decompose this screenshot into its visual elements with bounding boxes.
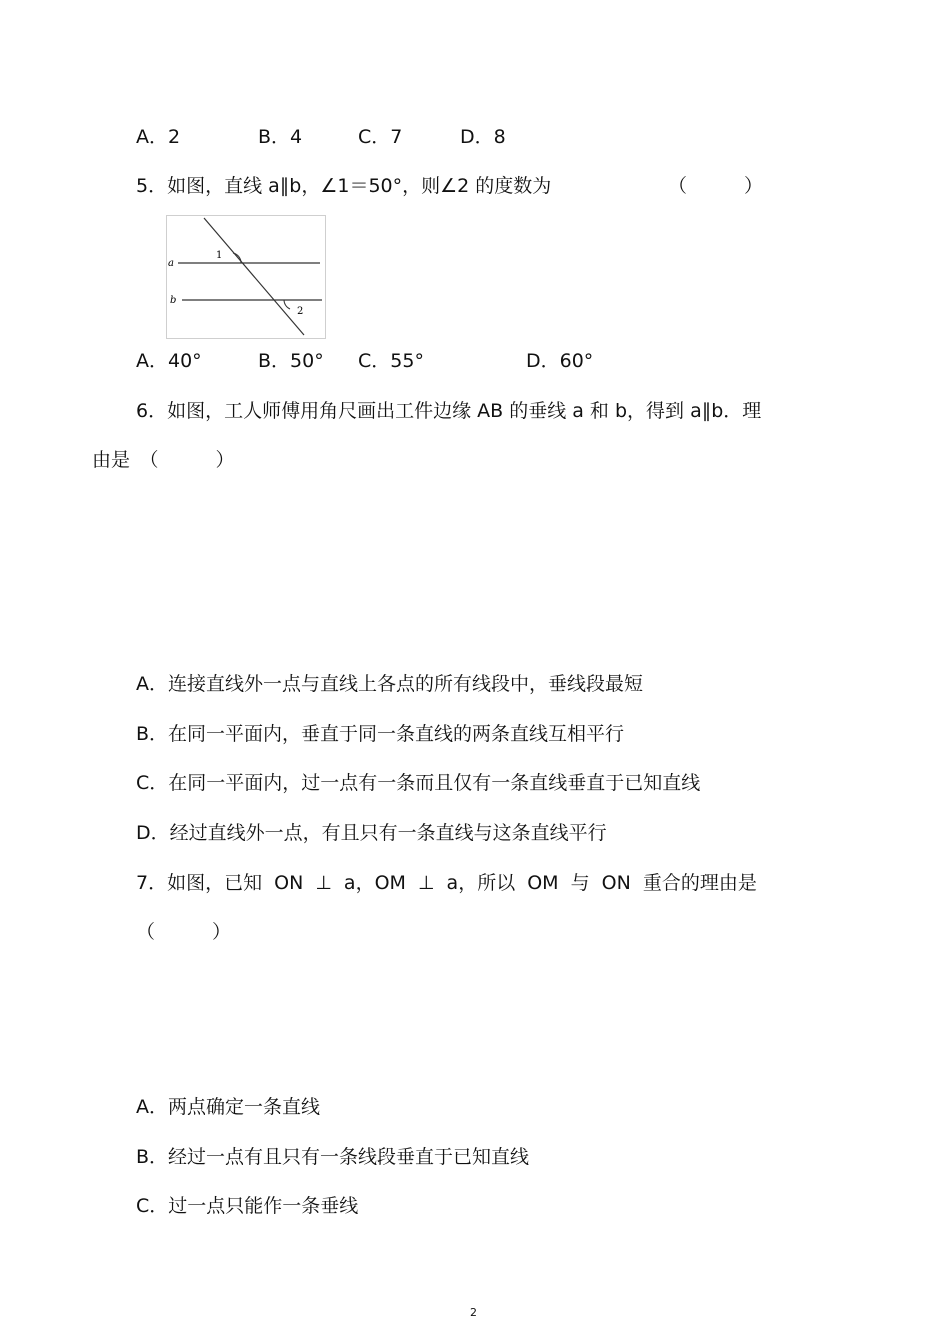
q5-options <box>136 348 593 374</box>
q7-option-c: C．过一点只能作一条垂线 <box>136 1195 359 1217</box>
q4-option-b: B．4 <box>258 126 303 148</box>
q4-options <box>136 124 506 150</box>
q7-stem-line1: 7．如图，已知 ON ⊥ a，OM ⊥ a，所以 OM 与 ON 重合的理由是 <box>136 872 757 894</box>
q6-option-d: D．经过直线外一点，有且只有一条直线与这条直线平行 <box>136 822 607 844</box>
q5-parallel-lines-figure <box>166 215 326 339</box>
q6-option-b: B．在同一平面内，垂直于同一条直线的两条直线互相平行 <box>136 723 625 745</box>
q6-stem-line1: 6．如图，工人师傅用角尺画出工件边缘 AB 的垂线 a 和 b，得到 a∥b．理 <box>136 400 762 422</box>
q7-stem-line2: （ ） <box>136 921 232 943</box>
q4-option-d: D．8 <box>460 126 506 148</box>
label-angle-2: 2 <box>297 306 304 317</box>
label-angle-1: 1 <box>216 250 223 261</box>
q5-option-c: C．55° <box>358 350 424 372</box>
q5-answer-paren: （ ） <box>668 175 764 197</box>
label-b: b <box>170 295 177 306</box>
q5-stem-text: 5．如图，直线 a∥b，∠1＝50°，则∠2 的度数为 <box>136 175 552 197</box>
q5-stem <box>136 173 551 199</box>
q5-option-b: B．50° <box>258 350 324 372</box>
q6-stem-line2: 由是 （ ） <box>92 449 235 471</box>
q6-option-c: C．在同一平面内，过一点有一条而且仅有一条直线垂直于已知直线 <box>136 772 701 794</box>
q4-option-a: A．2 <box>136 126 181 148</box>
q5-option-d: D．60° <box>526 350 594 372</box>
q4-option-c: C．7 <box>358 126 403 148</box>
q6-option-a: A．连接直线外一点与直线上各点的所有线段中，垂线段最短 <box>136 673 643 695</box>
label-a: a <box>168 258 174 269</box>
q5-option-a: A．40° <box>136 350 202 372</box>
q7-option-a: A．两点确定一条直线 <box>136 1096 320 1118</box>
q7-option-b: B．经过一点有且只有一条线段垂直于已知直线 <box>136 1146 530 1168</box>
page-number: 2 <box>470 1306 477 1319</box>
